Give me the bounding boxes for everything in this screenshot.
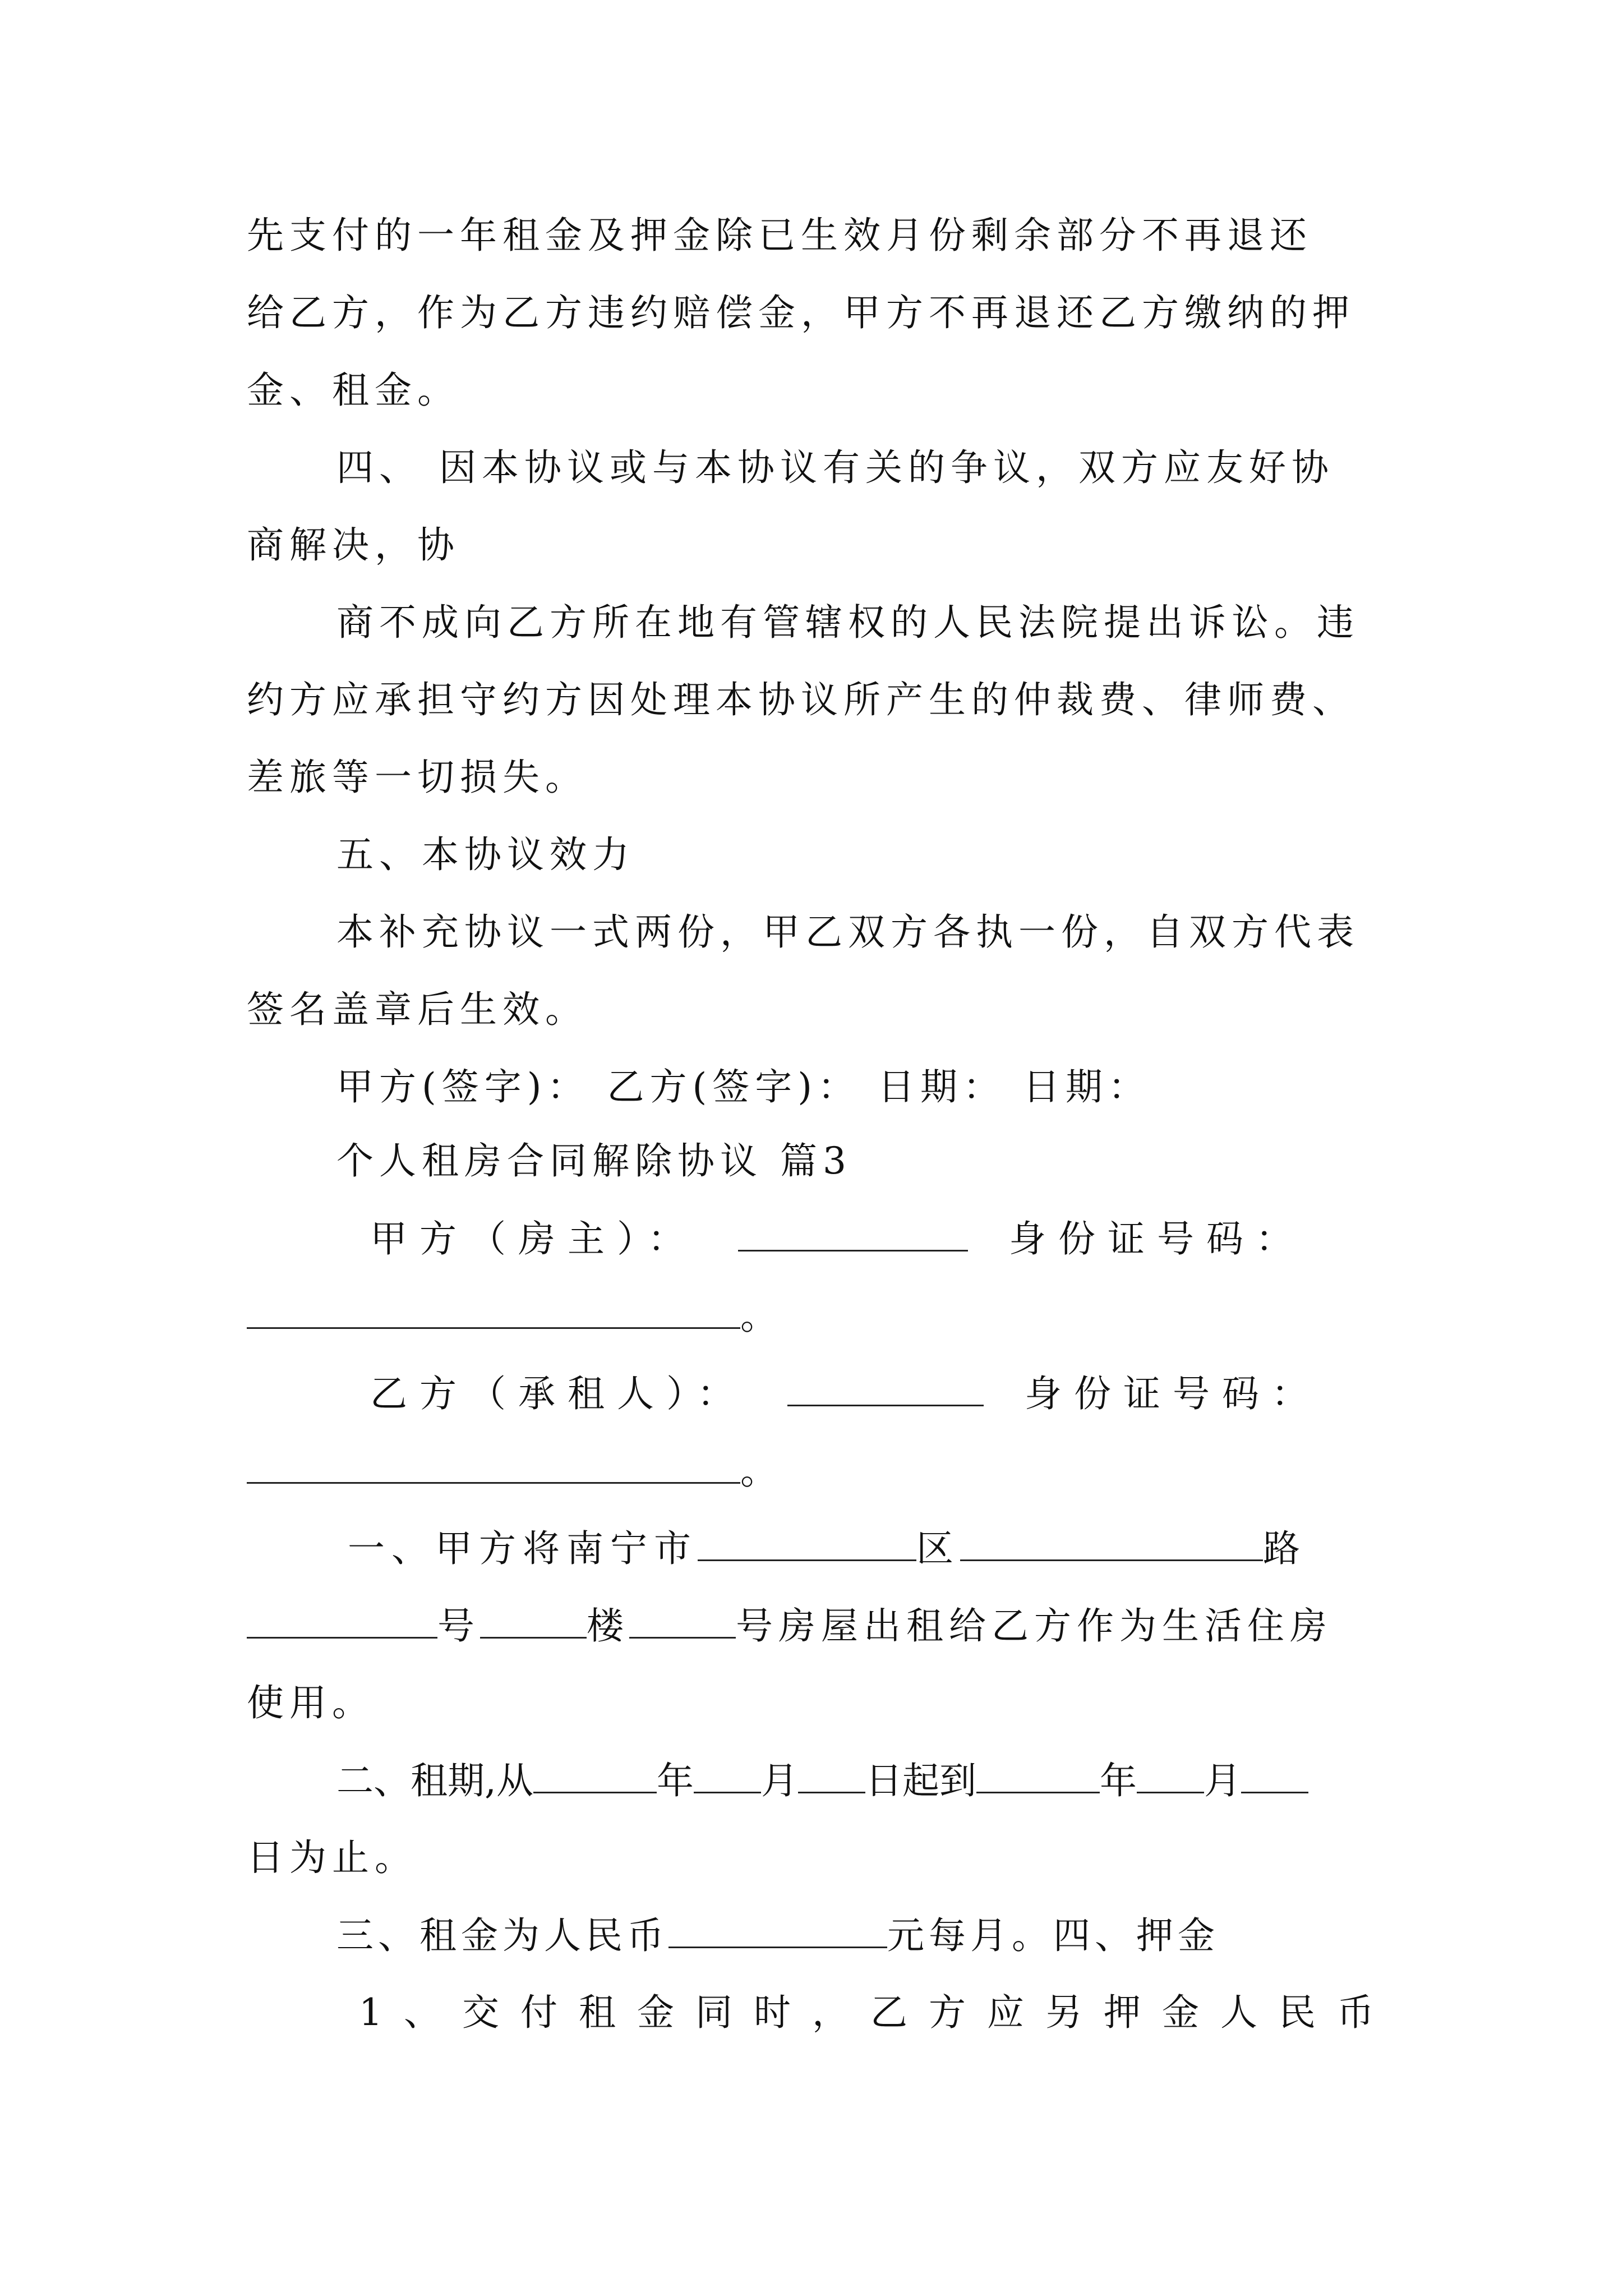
section-heading: 五、本协议效力 (336, 833, 635, 876)
document-title: 个人租房合同解除协议 篇3 (336, 1139, 852, 1182)
month-label: 月 (760, 1759, 798, 1802)
year-label: 年 (1099, 1759, 1137, 1802)
party-a-label: 甲方（房主）： (370, 1217, 697, 1260)
end-day-blank (1241, 1758, 1308, 1793)
party-a-id-row (247, 1294, 783, 1339)
text-line: 金、租金。 (247, 369, 460, 412)
party-a-name-blank (738, 1216, 968, 1251)
room-blank (629, 1603, 736, 1639)
party-b-id-row (247, 1448, 783, 1494)
road-blank (960, 1526, 1263, 1561)
rent-blank (668, 1913, 887, 1948)
signature-line: 甲方(签字)： 乙方(签字)： 日期： 日期： (336, 1065, 1151, 1108)
text-line: 商不成向乙方所在地有管辖权的人民法院提出诉讼。违 (336, 601, 1359, 644)
clause-3-row (336, 1913, 1219, 1958)
text-line: 差旅等一切损失。 (247, 756, 588, 799)
text-line: 先支付的一年租金及押金除已生效月份剩余部分不再退还 (247, 214, 1312, 257)
text-line: 给乙方，作为乙方违约赔偿金，甲方不再退还乙方缴纳的押 (247, 291, 1355, 334)
clause-1-purpose: 号房屋出租给乙方作为生活住房 (736, 1604, 1332, 1648)
party-b-row (370, 1371, 1357, 1416)
party-a-id-blank (247, 1294, 740, 1329)
clause-3-text: 三、租金为人民币 (336, 1914, 668, 1957)
clause-1-row (348, 1526, 1307, 1571)
end-month-blank (1137, 1758, 1204, 1793)
building-blank (480, 1603, 587, 1639)
text-line: 本补充协议一式两份，甲乙双方各执一份，自双方代表 (336, 910, 1359, 954)
text-line: 四、 因本协议或与本协议有关的争议，双方应友好协 (336, 446, 1334, 489)
year-label: 年 (656, 1759, 694, 1802)
text-line: 约方应承担守约方因处理本协议所产生的仲裁费、律师费、 (247, 678, 1355, 721)
clause-1-building: 楼 (587, 1604, 629, 1648)
party-b-id-blank (247, 1448, 740, 1484)
clause-4-row: 1、交付租金同时，乙方应另押金人民币 (359, 1991, 1395, 2034)
day-label: 日起到 (865, 1759, 976, 1802)
clause-1-number: 号 (437, 1604, 480, 1648)
clause-2-text: 二、租期,从 (336, 1759, 533, 1802)
text-line: 商解决，协 (247, 523, 460, 567)
period: 。 (740, 1450, 783, 1493)
clause-1-road: 路 (1263, 1527, 1307, 1570)
start-year-blank (533, 1758, 657, 1793)
text-line: 使用。 (247, 1681, 375, 1724)
text-line: 签名盖章后生效。 (247, 988, 588, 1031)
end-year-blank (976, 1758, 1100, 1793)
clause-2-row (336, 1758, 1308, 1803)
party-b-label: 乙方（承租人）： (370, 1372, 746, 1415)
period: 。 (740, 1295, 783, 1338)
clause-3-text-2: 元每月。四、押金 (887, 1914, 1219, 1957)
month-label: 月 (1204, 1759, 1241, 1802)
clause-1-district: 区 (916, 1527, 960, 1570)
district-blank (698, 1526, 916, 1561)
clause-1-row-2 (247, 1603, 1332, 1649)
clause-1-text: 一、甲方将南宁市 (348, 1527, 698, 1570)
party-b-name-blank (787, 1371, 984, 1406)
number-blank (247, 1603, 437, 1639)
start-month-blank (694, 1758, 761, 1793)
party-a-id-label: 身份证号码： (1008, 1217, 1305, 1260)
text-line: 日为止。 (247, 1836, 417, 1879)
start-day-blank (798, 1758, 865, 1793)
party-b-id-label: 身份证号码： (1024, 1372, 1321, 1415)
party-a-row (370, 1216, 1357, 1262)
